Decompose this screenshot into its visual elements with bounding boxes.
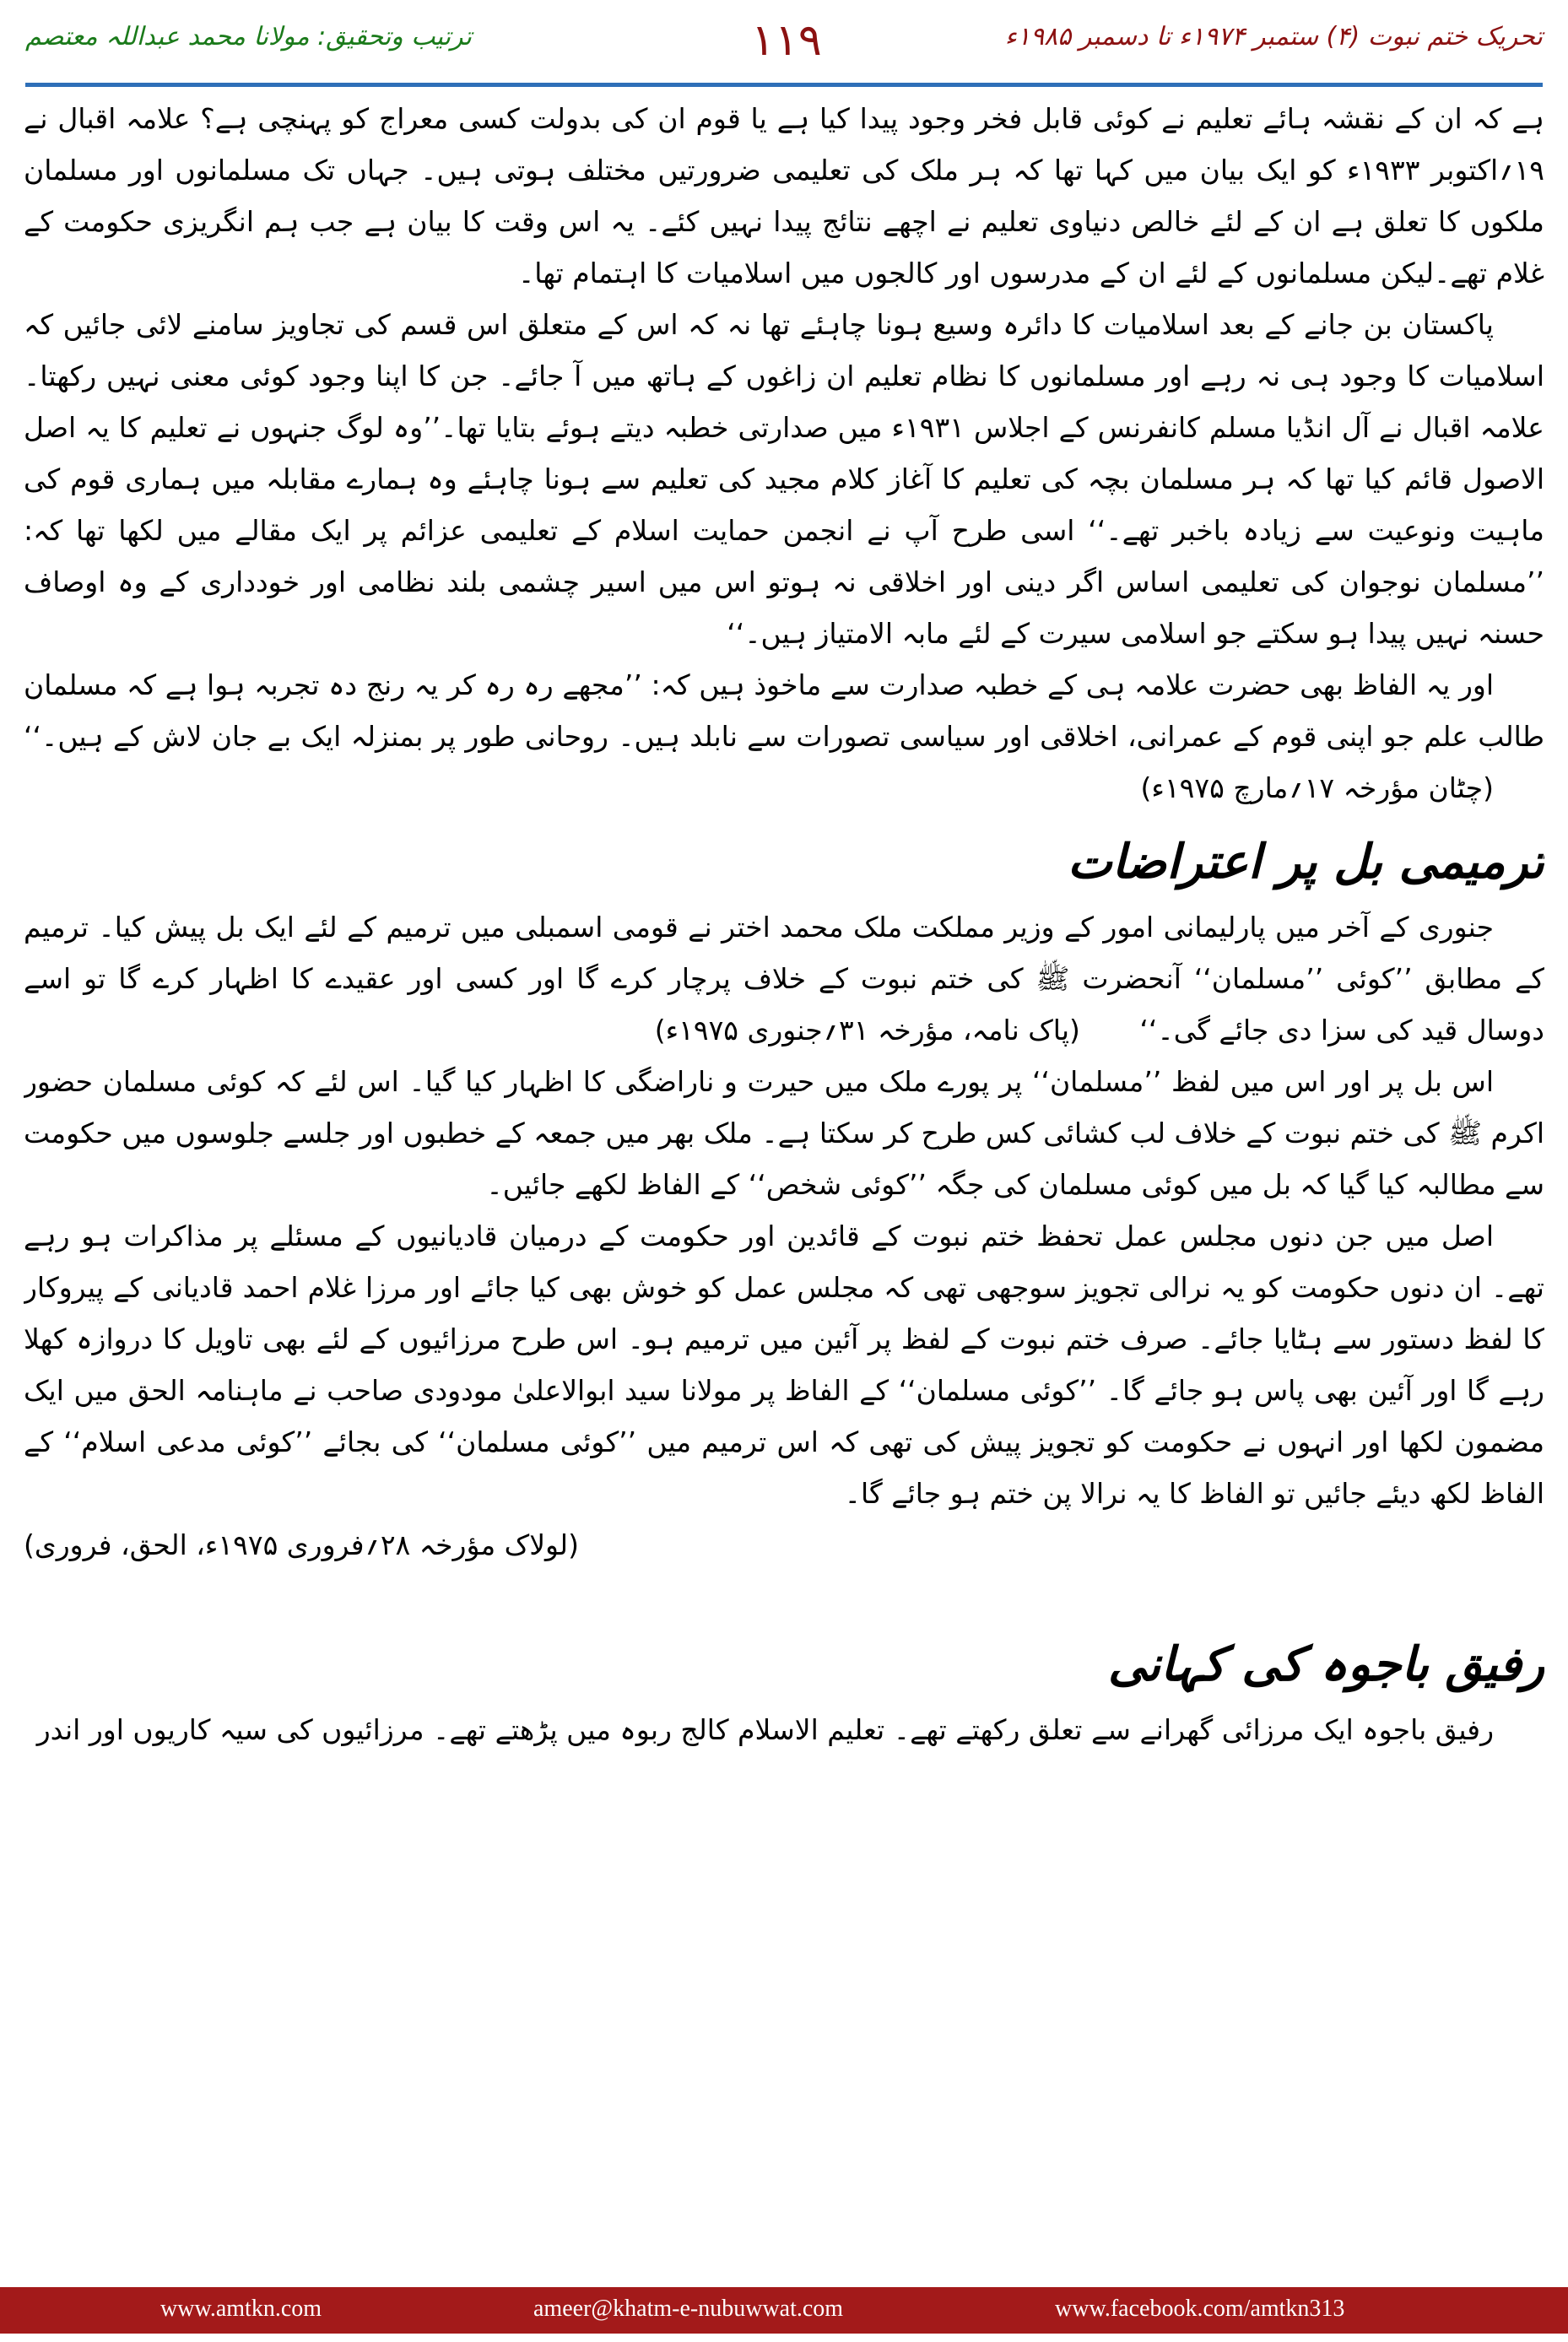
paragraph [24, 901, 1544, 1056]
page-header [0, 0, 1568, 93]
citation: (لولاک مؤرخہ ۲۸؍فروری ۱۹۷۵ء، الحق، فروری) [24, 1528, 579, 1561]
facebook-link[interactable]: www.facebook.com/amtkn313 [1055, 2296, 1345, 2322]
citation: (چٹان مؤرخہ ۱۷؍مارچ ۱۹۷۵ء) [1140, 771, 1494, 804]
section-heading: رفیق باجوہ کی کہانی [1107, 1637, 1544, 1692]
citation: (پاک نامہ، مؤرخہ ۳۱؍جنوری ۱۹۷۵ء) [654, 1014, 1080, 1047]
page-body [24, 93, 1544, 2291]
paragraph-text: جنوری کے آخر میں پارلیمانی امور کے وزیر مملکت ملک محمد اختر نے قومی اسمبلی میں ترمیم کے لئے ایک بل پیش کیا۔ ترمیم کے مطابق ’’کوئی ’’مسلمان‘‘ آنحضرت ﷺ کی ختم نبوت کے خلاف پرچار کرے گا اور کسی اور عقیدے کا اظہار کرے گا تو اسے دوسال قید کی سزا دی جائے گی۔‘‘ [24, 911, 1544, 1047]
paragraph: اس بل پر اور اس میں لفظ ’’مسلمان‘‘ پر پورے ملک میں حیرت و ناراضگی کا اظہار کیا گیا۔ اس لئے کہ کوئی مسلمان حضور اکرم ﷺ کی ختم نبوت کے خلاف لب کشائی کس طرح کر سکتا ہے۔ ملک بھر میں جمعہ کے خطبوں اور جلسے جلوسوں میں حکومت سے مطالبہ کیا گیا کہ بل میں کوئی مسلمان کی جگہ ’’کوئی شخص‘‘ کے الفاظ لکھے جائیں۔ [24, 1065, 1544, 1201]
paragraph-text: اور یہ الفاظ بھی حضرت علامہ ہی کے خطبہ صدارت سے ماخوذ ہیں کہ: ’’مجھے رہ رہ کر یہ رنج دہ تجربہ ہوا ہے کہ مسلمان طالب علم جو اپنی قوم کے عمرانی، اخلاقی اور سیاسی تصورات سے نابلد ہیں۔ روحانی طور پر بمنزلہ ایک بے جان لاش کے ہیں۔‘‘ [24, 668, 1544, 753]
page-footer [0, 2287, 1568, 2334]
compiler-credit: ترتیب وتحقیق: مولانا محمد عبداللہ معتصم [25, 22, 472, 51]
page-number: ۱۱۹ [751, 15, 822, 66]
paragraph: پاکستان بن جانے کے بعد اسلامیات کا دائرہ وسیع ہونا چاہئے تھا نہ کہ اس کے متعلق اس قسم کی تجاویز سامنے لائی جائیں کہ اسلامیات کا وجود ہی نہ رہے اور مسلمانوں کا نظام تعلیم ان زاغوں کے ہاتھ میں آ جائے۔ جن کا اپنا وجود کوئی معنی نہیں رکھتا۔علامہ اقبال نے آل انڈیا مسلم کانفرنس کے اجلاس ۱۹۳۱ء میں صدارتی خطبہ دیتے ہوئے بتایا تھا۔’’وہ لوگ جنہوں نے تعلیم کا یہ اصل الاصول قائم کیا تھا کہ ہر مسلمان بچہ کی تعلیم کا آغاز کلام مجید کی تعلیم سے ہونا چاہئے وہ ہمارے مقابلہ میں ہماری قوم کی ماہیت ونوعیت سے زیادہ باخبر تھے۔‘‘ اسی طرح آپ نے انجمن حمایت اسلام کے تعلیمی عزائم پر ایک مقالے میں لکھا تھا کہ: ’’مسلمان نوجوان کی تعلیمی اساس اگر دینی اور اخلاقی نہ ہوتو اس میں اسیر چشمی بلند نظامی اور خودداری کے وہ اوصاف حسنہ نہیں پیدا ہو سکتے جو اسلامی سیرت کے لئے مابہ الامتیاز ہیں۔‘‘ [24, 308, 1544, 650]
paragraph [24, 659, 1544, 814]
paragraph: رفیق باجوہ ایک مرزائی گھرانے سے تعلق رکھتے تھے۔ تعلیم الاسلام کالج ربوہ میں پڑھتے تھے۔ مرزائیوں کی سیہ کاریوں اور اندر [36, 1713, 1494, 1746]
email-link[interactable]: ameer@khatm-e-nubuwwat.com [533, 2296, 844, 2322]
website-link[interactable]: www.amtkn.com [160, 2296, 322, 2322]
section-gap [24, 1571, 1544, 1616]
paragraph: اصل میں جن دنوں مجلس عمل تحفظ ختم نبوت کے قائدین اور حکومت کے درمیان قادیانیوں کے مسئلے پر مذاکرات ہو رہے تھے۔ ان دنوں حکومت کو یہ نرالی تجویز سوجھی تھی کہ مجلس عمل کو خوش بھی کیا جائے اور مرزا غلام احمد قادیانی کے پیروکار کا لفظ دستور سے ہٹایا جائے۔ صرف ختم نبوت کے لفظ پر آئین میں ترمیم ہو۔ اس طرح مرزائیوں کے لئے بھی تاویل کا دروازہ کھلا رہے گا اور آئین بھی پاس ہو جائے گا۔ ’’کوئی مسلمان‘‘ کے الفاظ پر مولانا سید ابوالاعلیٰ مودودی صاحب نے ماہنامہ الحق میں ایک مضمون لکھا اور انہوں نے حکومت کو تجویز پیش کی تھی کہ اس ترمیم میں ’’کوئی مسلمان‘‘ کی بجائے ’’کوئی مدعی اسلام‘‘ کے الفاظ لکھ دیئے جائیں تو الفاظ کا یہ نرالا پن ختم ہو جائے گا۔ [24, 1220, 1544, 1510]
header-divider [25, 83, 1543, 87]
book-title: تحریک ختم نبوت (۴) ستمبر ۱۹۷۴ء تا دسمبر ۱۹۸۵ء [1004, 22, 1543, 51]
paragraph: ہے کہ ان کے نقشہ ہائے تعلیم نے کوئی قابل فخر وجود پیدا کیا ہے یا قوم ان کی بدولت کسی معراج کو پہنچی ہے؟ علامہ اقبال نے ۱۹؍اکتوبر ۱۹۳۳ء کو ایک بیان میں کہا تھا کہ ہر ملک کی تعلیمی ضرورتیں مختلف ہوتی ہیں۔ جہاں تک مسلمانوں اور مسلمان ملکوں کا تعلق ہے ان کے لئے خالص دنیاوی تعلیم نے اچھے نتائج پیدا نہیں کئے۔ یہ اس وقت کا بیان ہے جب ہم انگریزی حکومت کے غلام تھے۔لیکن مسلمانوں کے لئے ان کے مدرسوں اور کالجوں میں اسلامیات کا اہتمام تھا۔ [24, 102, 1544, 289]
section-heading: ترمیمی بل پر اعتراضات [1067, 835, 1544, 890]
